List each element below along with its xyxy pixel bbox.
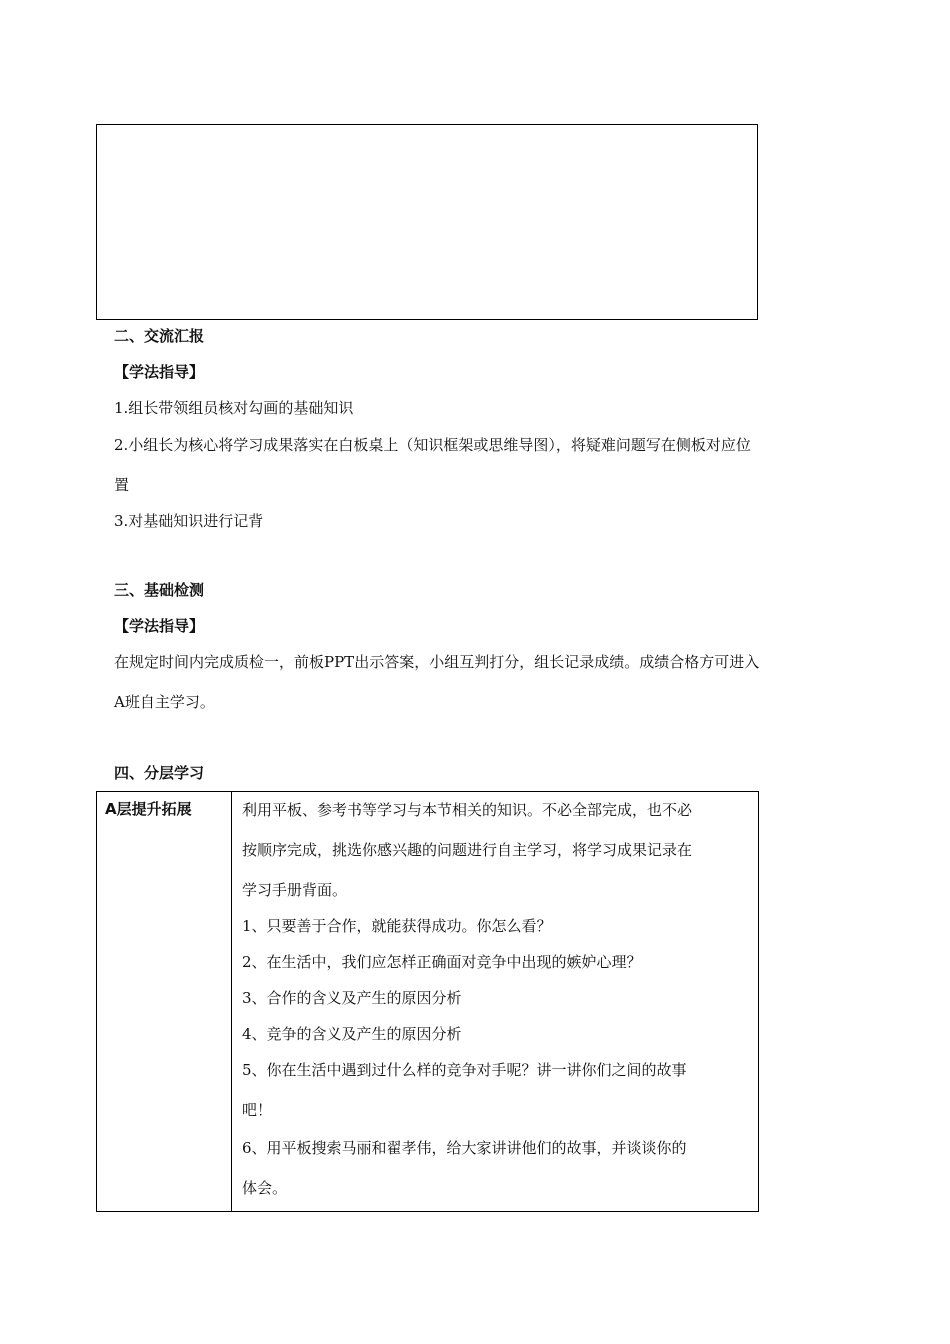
layered-learning-table — [96, 791, 759, 1212]
question-4: 4、竞争的含义及产生的原因分析 — [242, 1025, 462, 1043]
question-6-cont: 体会。 — [242, 1179, 288, 1197]
level-a-label: A层提升拓展 — [105, 800, 192, 818]
section2-item-2-cont: 置 — [114, 476, 130, 494]
section2-guide-label: 【学法指导】 — [114, 363, 205, 381]
section2-item-1: 1.组长带领组员核对勾画的基础知识 — [114, 399, 354, 417]
table-row — [97, 792, 759, 1212]
section3-guide-label: 【学法指导】 — [114, 617, 205, 635]
empty-answer-box — [96, 124, 758, 320]
question-5-cont: 吧！ — [242, 1101, 273, 1119]
table-content-cell — [232, 792, 759, 1212]
question-5: 5、你在生活中遇到过什么样的竞争对手呢？讲一讲你们之间的故事 — [242, 1061, 687, 1079]
section4-heading: 四、分层学习 — [114, 764, 205, 782]
question-3: 3、合作的含义及产生的原因分析 — [242, 989, 462, 1007]
content-line-2: 按顺序完成，挑选你感兴趣的问题进行自主学习，将学习成果记录在 — [242, 841, 693, 859]
section2-item-3: 3.对基础知识进行记背 — [114, 512, 264, 530]
section3-text-line-2: A班自主学习。 — [114, 693, 215, 711]
content-line-1: 利用平板、参考书等学习与本节相关的知识。不必全部完成，也不必 — [242, 801, 693, 819]
table-label-cell — [97, 792, 232, 1212]
section2-heading: 二、交流汇报 — [114, 327, 205, 345]
section3-heading: 三、基础检测 — [114, 581, 205, 599]
section2-item-2: 2.小组长为核心将学习成果落实在白板桌上（知识框架或思维导图），将疑难问题写在侧板对应位 — [114, 436, 751, 454]
content-line-3: 学习手册背面。 — [242, 881, 348, 899]
question-6: 6、用平板搜索马丽和翟孝伟，给大家讲讲他们的故事，并谈谈你的 — [242, 1139, 687, 1157]
question-1: 1、只要善于合作，就能获得成功。你怎么看？ — [242, 917, 552, 935]
section3-text-line-1: 在规定时间内完成质检一，前板PPT出示答案，小组互判打分，组长记录成绩。成绩合格方可进入 — [114, 653, 760, 671]
question-2: 2、在生活中，我们应怎样正确面对竞争中出现的嫉妒心理？ — [242, 953, 642, 971]
